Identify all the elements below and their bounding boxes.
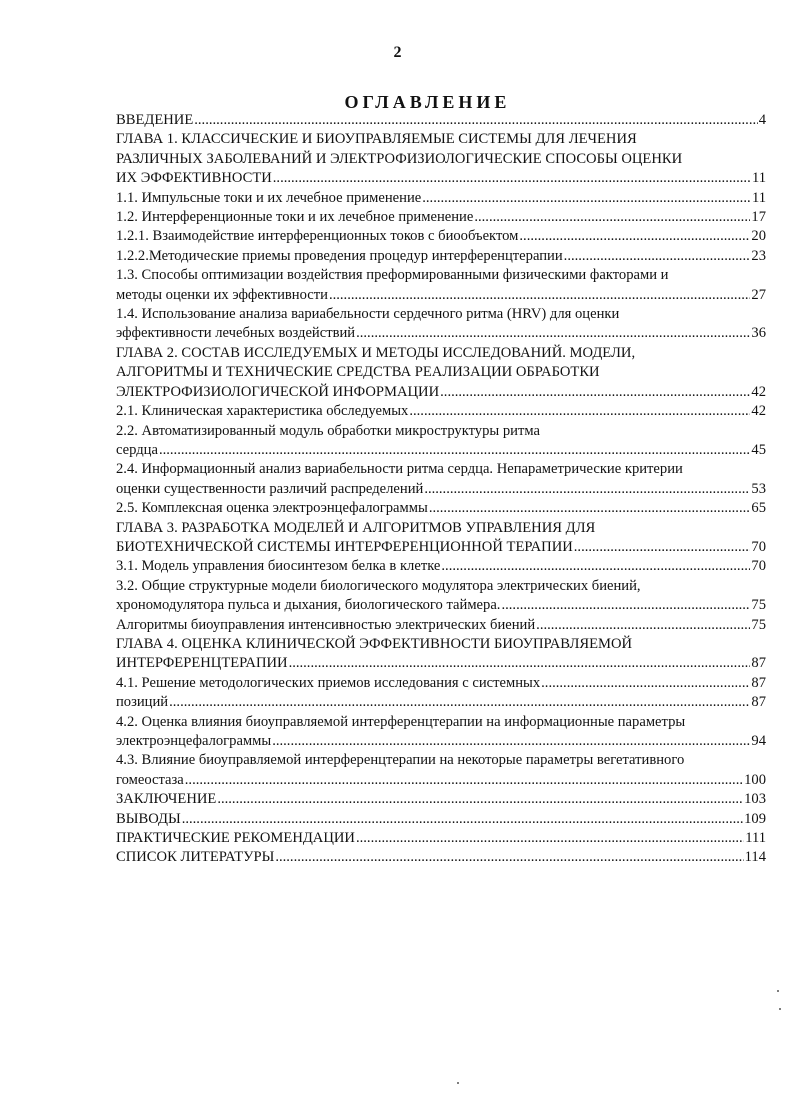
toc-entry-line [116,460,766,479]
toc-entry-text: 2.1. Клиническая характеристика обследуемых [116,403,409,420]
toc-entry [116,693,766,712]
toc-entry-last-line [116,848,766,867]
page-number: 2 [393,44,402,61]
toc-page-number: 42 [751,403,766,420]
toc-entry-last-line [116,674,766,693]
toc-entry [116,810,766,829]
toc-page-number: 45 [751,441,766,458]
toc-page-number: 75 [751,616,766,633]
toc-entry-last-line [116,499,766,518]
leader-dots [564,247,751,266]
toc-entry-text: ПРАКТИЧЕСКИЕ РЕКОМЕНДАЦИИ [116,830,355,847]
toc-entry [116,247,766,266]
leader-dots [501,596,750,615]
toc-entry-text: гомеостаза [116,771,184,788]
toc-entry-text: ВВЕДЕНИЕ [116,112,194,128]
toc-page-number: 20 [751,228,766,245]
toc-entry-text: СПИСОК ЛИТЕРАТУРЫ [116,849,275,866]
toc-entry-text: 1.2.1. Взаимодействие интерференционных токов с биообъектом [116,228,519,245]
toc-entry-text: хрономодулятора пульса и дыхания, биологического таймера. [116,597,501,614]
toc-entry-last-line [116,829,766,848]
toc-entry-last-line [116,383,766,402]
leader-dots [474,208,750,227]
leader-dots [519,227,750,246]
toc-entry-last-line [116,790,766,809]
leader-dots [541,674,750,693]
toc-entry-text: 1.1. Импульсные токи и их лечебное применение [116,189,422,206]
toc-entry-last-line [116,596,766,615]
toc-entry-text: 4.2. Оценка влияния биоуправляемой интерференцтерапии на информационные параметры [116,713,686,730]
toc-entry-line [116,577,766,596]
toc-entry [116,227,766,246]
toc-entry-text: эффективности лечебных воздействий [116,325,356,342]
toc-entry [116,751,766,790]
toc-entry-text: методы оценки их эффективности [116,286,328,303]
toc-entry-text: ЗАКЛЮЧЕНИЕ [116,791,217,808]
toc-entry-text: 1.2.2.Методические приемы проведения процедур интерференцтерапии [116,247,563,264]
toc-entry-text: 1.2. Интерференционные токи и их лечебное применение [116,209,474,226]
toc-entry-text: электроэнцефалограммы [116,733,272,749]
leader-dots [289,654,751,673]
toc-entry-line [116,713,766,732]
toc-entry-text: ГЛАВА 3. РАЗРАБОТКА МОДЕЛЕЙ И АЛГОРИТМОВ УПРАВЛЕНИЯ ДЛЯ [116,519,596,536]
toc-page-number: 70 [751,558,766,575]
toc-entry [116,790,766,809]
toc-entry-last-line [116,189,766,208]
toc-entry [116,577,766,616]
toc-page-number: 4 [758,112,766,128]
toc-page-number: 36 [751,325,766,342]
toc-entry-text: ЭЛЕКТРОФИЗИОЛОГИЧЕСКОЙ ИНФОРМАЦИИ [116,383,440,400]
toc-entry-line [116,305,766,324]
toc-entry-last-line [116,247,766,266]
toc-entry [116,519,766,558]
toc-entry-text: АЛГОРИТМЫ И ТЕХНИЧЕСКИЕ СРЕДСТВА РЕАЛИЗАЦИИ ОБРАБОТКИ [116,364,600,381]
toc-entry-last-line [116,557,766,576]
toc-entry-text: 2.2. Автоматизированный модуль обработки микроструктуры ритма [116,422,540,439]
toc-entry-text: 1.4. Использование анализа вариабельности сердечного ритма (HRV) для оценки [116,306,620,323]
toc-entry-line [116,635,766,654]
leader-dots [275,848,743,867]
toc-entry-text: ГЛАВА 2. СОСТАВ ИССЛЕДУЕМЫХ И МЕТОДЫ ИССЛЕДОВАНИЙ. МОДЕЛИ, [116,344,636,361]
toc-entry-text: позиций [116,694,169,711]
toc-entry-last-line [116,169,766,188]
toc-entry-last-line [116,538,766,557]
toc-page-number: 109 [744,810,766,827]
table-of-contents [116,111,766,868]
toc-entry-text: 4.1. Решение методологических приемов исследования с системных [116,674,541,691]
toc-entry-line [116,519,766,538]
toc-entry-text: 3.2. Общие структурные модели биологического модулятора электрических биений, [116,577,641,594]
toc-page-number: 114 [744,849,766,866]
toc-entry-line [116,344,766,363]
toc-entry-last-line [116,402,766,421]
toc-entry [116,344,766,402]
toc-entry [116,130,766,188]
toc-entry [116,422,766,461]
toc-title: ОГЛАВЛЕНИЕ [344,92,511,112]
toc-entry [116,402,766,421]
toc-page-number: 111 [745,830,766,847]
toc-entry-line [116,266,766,285]
toc-entry-line [116,363,766,382]
leader-dots [440,383,750,402]
leader-dots [574,538,751,557]
leader-dots [422,189,751,208]
toc-entry-text: БИОТЕХНИЧЕСКОЙ СИСТЕМЫ ИНТЕРФЕРЕНЦИОННОЙ ТЕРАПИИ [116,538,573,555]
toc-page-number: 65 [751,500,766,517]
toc-entry-text: 4.3. Влияние биоуправляемой интерференцтерапии на некоторые параметры вегетативного [116,752,685,769]
leader-dots [217,790,743,809]
toc-entry-last-line [116,286,766,305]
toc-page-number: 23 [751,247,766,264]
leader-dots [536,616,750,635]
toc-entry-text: ГЛАВА 1. КЛАССИЧЕСКИЕ И БИОУПРАВЛЯЕМЫЕ СИСТЕМЫ ДЛЯ ЛЕЧЕНИЯ [116,131,637,148]
toc-entry-line [116,130,766,149]
toc-entry-last-line [116,111,766,130]
toc-entry-last-line [116,810,766,829]
toc-entry-last-line [116,771,766,790]
toc-entry-text: 2.4. Информационный анализ вариабельности ритма сердца. Непараметрические критерии [116,461,683,478]
toc-entry [116,208,766,227]
toc-entry-last-line [116,227,766,246]
toc-entry-text: 2.5. Комплексная оценка электроэнцефалограммы [116,500,428,517]
leader-dots [185,771,743,790]
toc-entry [116,635,766,674]
toc-entry-text: Алгоритмы биоуправления интенсивностью электрических биений [116,616,536,633]
toc-entry-text: сердца [116,441,158,458]
toc-page-number: 27 [751,286,766,303]
toc-entry-text: ИХ ЭФФЕКТИВНОСТИ [116,170,272,187]
toc-entry [116,557,766,576]
toc-entry [116,713,766,752]
leader-dots [424,480,750,499]
leader-dots [429,499,751,518]
toc-page-number: 11 [751,189,766,206]
toc-entry-line [116,150,766,169]
toc-entry-last-line [116,693,766,712]
toc-page-number: 103 [744,791,766,808]
leader-dots [159,441,750,460]
toc-page-number: 100 [744,771,766,788]
leader-dots [356,829,744,848]
toc-entry [116,499,766,518]
toc-page-number: 70 [751,538,766,555]
toc-entry-text: РАЗЛИЧНЫХ ЗАБОЛЕВАНИЙ И ЭЛЕКТРОФИЗИОЛОГИЧЕСКИЕ СПОСОБЫ ОЦЕНКИ [116,150,683,167]
toc-page-number: 87 [751,694,766,711]
leader-dots [182,810,743,829]
leader-dots [329,286,750,305]
toc-page-number: 94 [751,733,766,749]
leader-dots [356,324,750,343]
toc-entry-line [116,751,766,770]
toc-entry-text: оценки существенности различий распределений [116,480,424,497]
toc-entry [116,848,766,867]
toc-entry [116,674,766,693]
toc-entry-last-line [116,654,766,673]
toc-page-number: 53 [751,480,766,497]
toc-entry-last-line [116,616,766,635]
leader-dots [194,111,757,130]
toc-entry [116,111,766,130]
toc-entry-last-line [116,732,766,751]
toc-entry [116,305,766,344]
toc-entry [116,189,766,208]
leader-dots [272,732,750,751]
toc-entry-text: ИНТЕРФЕРЕНЦТЕРАПИИ [116,655,288,672]
toc-entry-line [116,422,766,441]
toc-page-number: 11 [751,170,766,187]
toc-page-number: 87 [751,674,766,691]
toc-entry-last-line [116,208,766,227]
toc-entry [116,460,766,499]
toc-entry-last-line [116,441,766,460]
leader-dots [273,169,751,188]
leader-dots [169,693,750,712]
toc-entry-last-line [116,324,766,343]
toc-page-number: 75 [751,597,766,614]
toc-entry-text: ВЫВОДЫ [116,810,181,827]
toc-entry [116,829,766,848]
toc-entry-last-line [116,480,766,499]
leader-dots [409,402,750,421]
toc-entry-text: 1.3. Способы оптимизации воздействия преформированными физическими факторами и [116,267,669,284]
toc-entry [116,616,766,635]
toc-entry [116,266,766,305]
toc-page-number: 17 [751,209,766,226]
leader-dots [441,557,750,576]
toc-entry-text: ГЛАВА 4. ОЦЕНКА КЛИНИЧЕСКОЙ ЭФФЕКТИВНОСТИ БИОУПРАВЛЯЕМОЙ [116,635,633,652]
toc-entry-text: 3.1. Модель управления биосинтезом белка в клетке [116,558,441,575]
toc-page-number: 42 [751,383,766,400]
toc-page-number: 87 [751,655,766,672]
